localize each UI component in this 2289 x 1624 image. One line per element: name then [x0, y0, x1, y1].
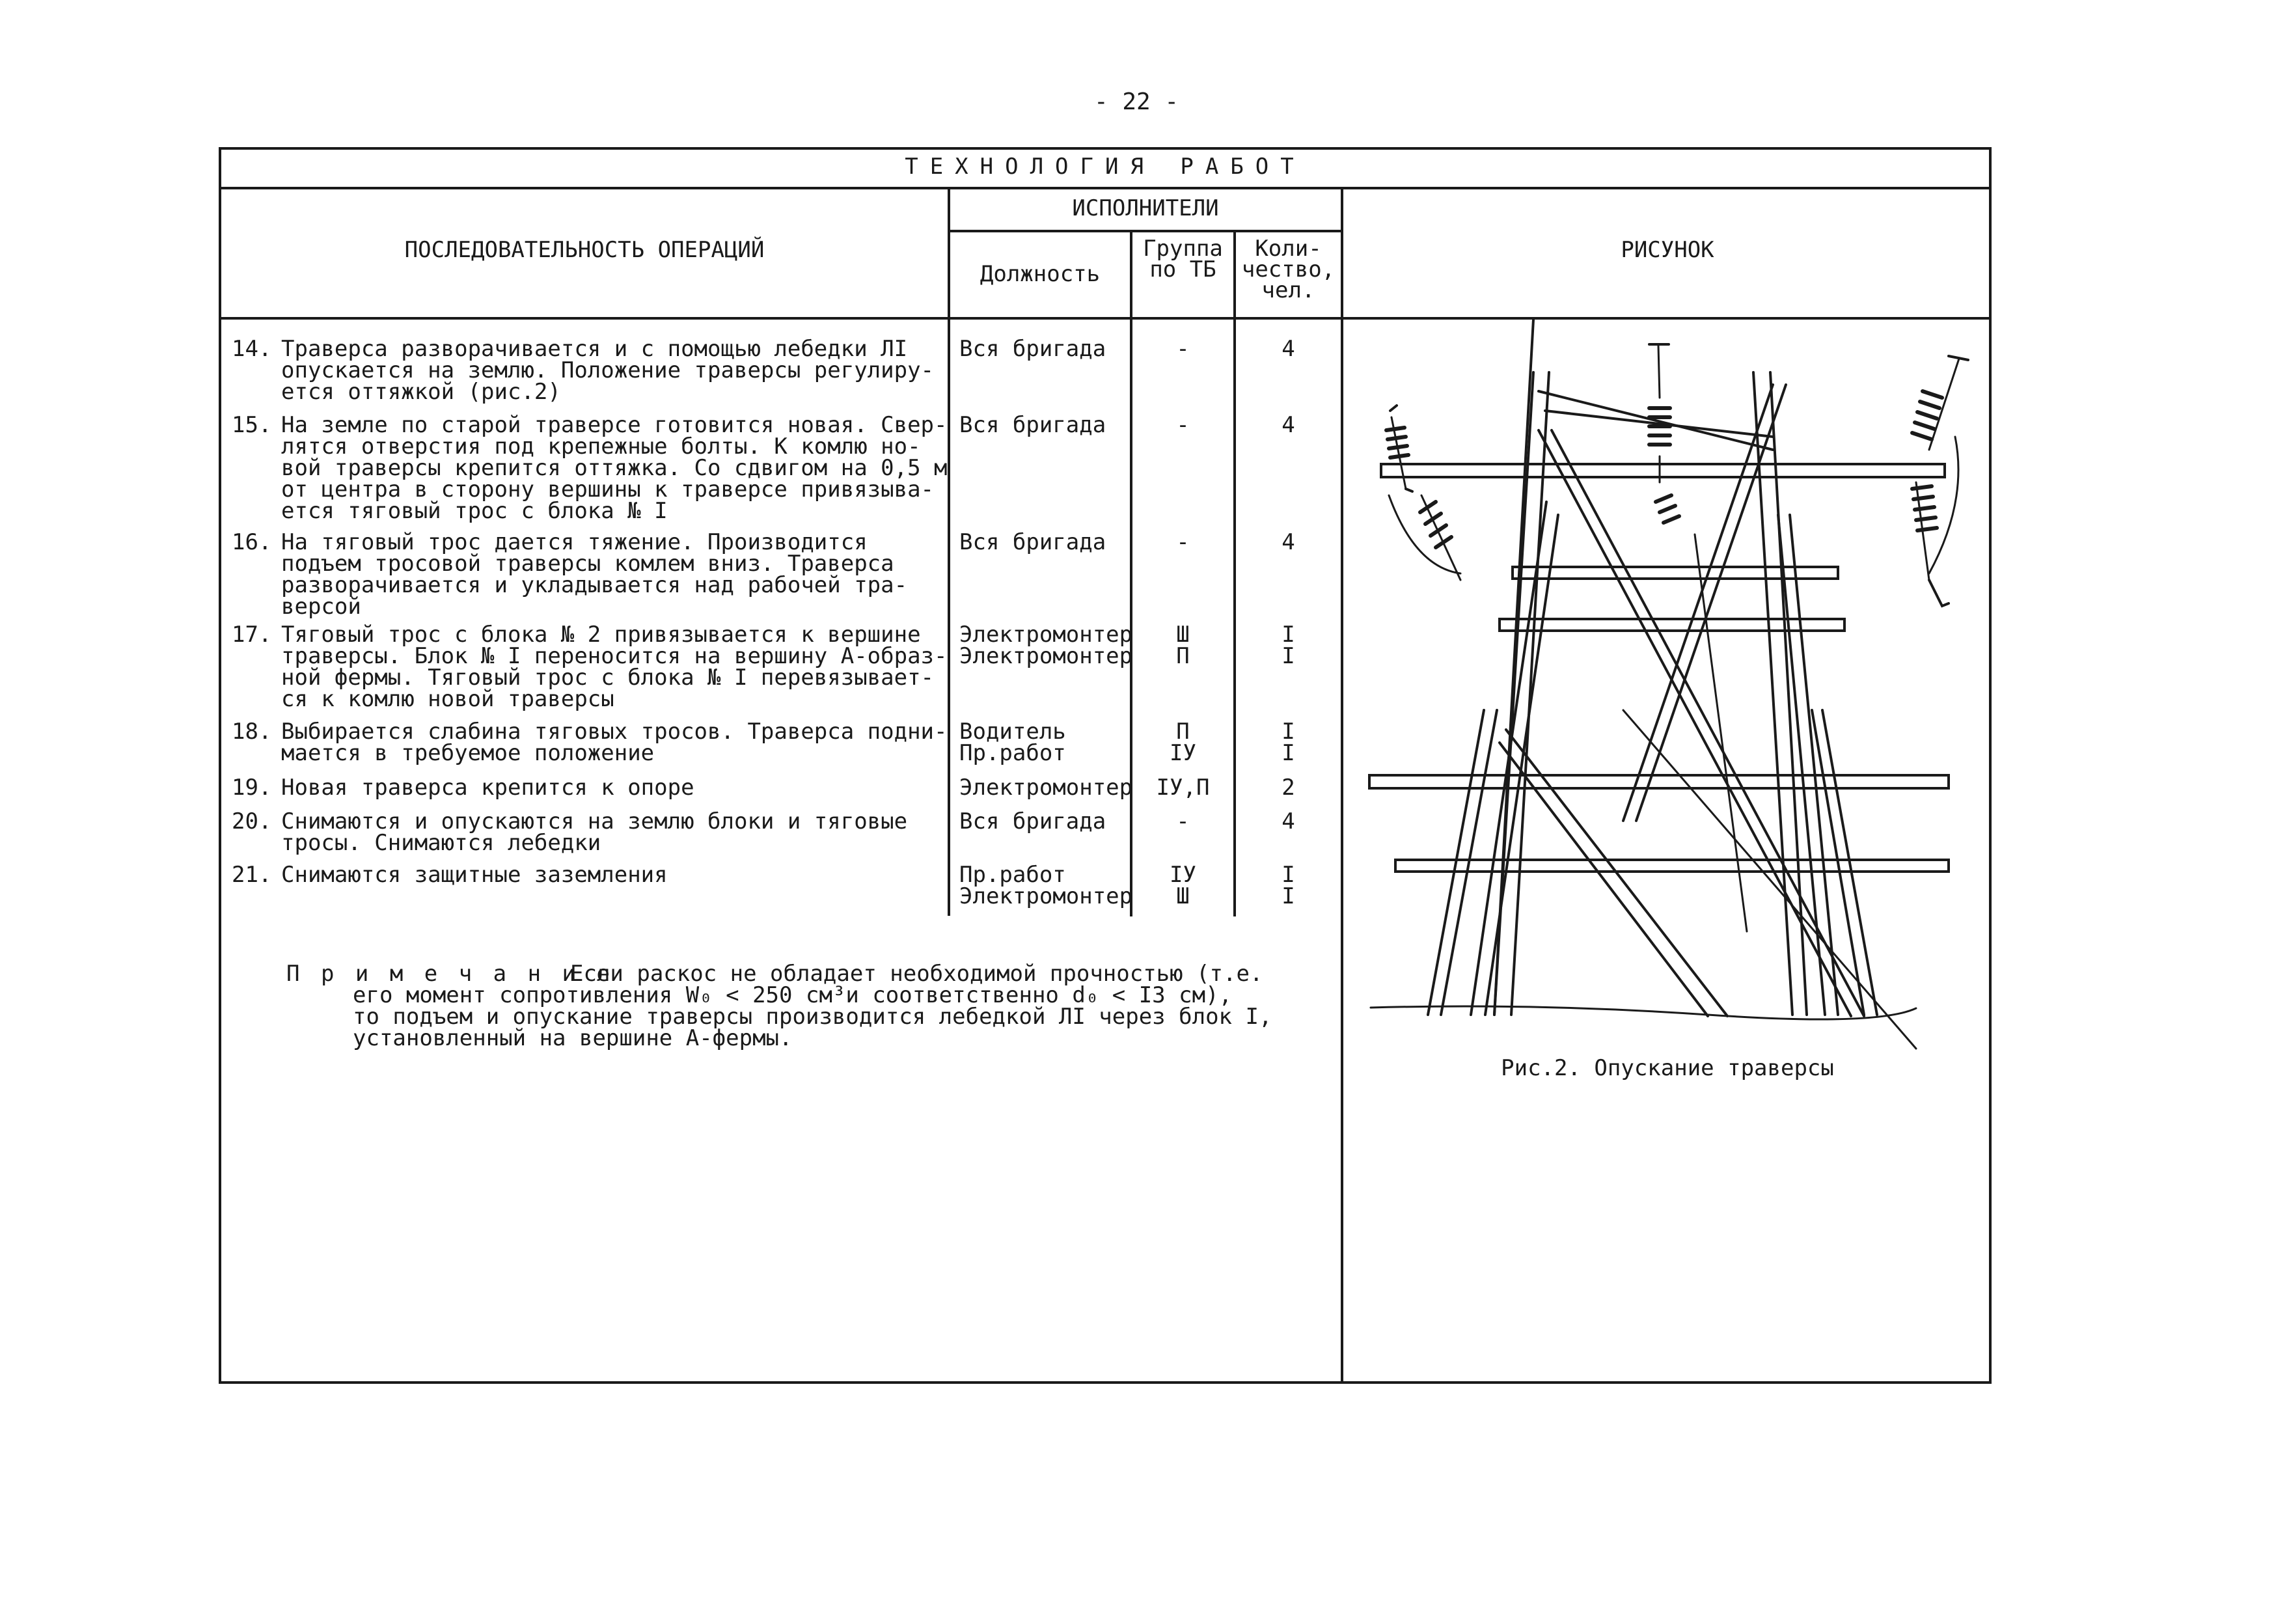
row-15-position: Вся бригада [959, 412, 1106, 438]
row-20-position: Вся бригада [959, 808, 1106, 834]
header-figure: РИСУНОК [1621, 237, 1714, 263]
header-operations: ПОСЛЕДОВАТЕЛЬНОСТЬ ОПЕРАЦИЙ [404, 237, 765, 263]
row-17-number: 17. [232, 622, 272, 648]
row-20-operation: Снимаются и опускаются на землю блоки и тяговые тросы. Снимаются лебедки [281, 808, 908, 856]
row-21-number: 21. [232, 862, 272, 888]
row-19-group: IУ,П [1156, 775, 1210, 801]
row-18-count: I I [1282, 719, 1295, 766]
crossarm-lowering-illustration [1343, 320, 1992, 1075]
performers-divider [948, 230, 1341, 232]
row-17-position: Электромонтер Электромонтер [959, 622, 1133, 669]
row-14-group: - [1176, 336, 1190, 362]
row-16-group: - [1176, 529, 1190, 555]
lower-crossarm [1369, 775, 1949, 788]
row-16-number: 16. [232, 529, 272, 555]
left-insulator-icon [1386, 406, 1460, 580]
title-row-divider [219, 187, 1992, 189]
ground-line [1371, 1006, 1916, 1019]
row-21-operation: Снимаются защитные заземления [281, 862, 668, 888]
figure-caption: Рис.2. Опускание траверсы [1501, 1055, 1834, 1081]
row-19-number: 19. [232, 775, 272, 801]
row-15-operation: На земле по старой траверсе готовится новая. Свер- лятся отверстия под крепежные болты. К комлю но- вой траверсы крепится оттяжка. Со сдвигом на 0,5 м от центра в сторону вершины к траверсе привязыва- ется тяговый трос с блока № I [281, 412, 948, 524]
row-15-group: - [1176, 412, 1190, 438]
row-20-count: 4 [1282, 808, 1295, 834]
row-21-position: Пр.работ Электромонтер [959, 862, 1133, 909]
page-number: - 22 - [1093, 89, 1179, 115]
row-19-operation: Новая траверса крепится к опоре [281, 775, 694, 801]
note-line-2: его момент сопротивления W₀ < 250 см³и соответственно d₀ < I3 см), [353, 982, 1233, 1008]
row-20-number: 20. [232, 808, 272, 834]
row-18-number: 18. [232, 719, 272, 745]
row-14-operation: Траверса разворачивается и с помощью лебедки ЛI опускается на землю. Положение траверсы регулиру- ется оттяжкой (рис.2) [281, 336, 935, 405]
upper-crossarm [1381, 464, 1945, 477]
row-21-group: IУ Ш [1170, 862, 1196, 909]
row-16-operation: На тяговый трос дается тяжение. Производится подъем тросовой траверсы комлем вниз. Траверса разворачивается и укладывается над рабочей тра- версой [281, 529, 908, 620]
row-18-group: П IУ [1170, 719, 1196, 766]
row-16-count: 4 [1282, 529, 1295, 555]
note-label: П р и м е ч а н и е [286, 961, 614, 987]
header-performers: ИСПОЛНИТЕЛИ [1072, 195, 1219, 221]
row-21-count: I I [1282, 862, 1295, 909]
bottom-crossarm [1395, 860, 1949, 872]
row-17-operation: Тяговый трос с блока № 2 привязывается к вершине траверсы. Блок № I переносится на вершину А-образ- ной фермы. Тяговый трос с блока № I перевязывает- ся к комлю новой траверсы [281, 622, 948, 712]
row-15-count: 4 [1282, 412, 1295, 438]
note-line-1: Если раскос не обладает необходимой прочностью (т.е. [570, 961, 1263, 987]
row-14-count: 4 [1282, 336, 1295, 362]
row-18-position: Водитель Пр.работ [959, 719, 1066, 766]
header-group: Группа по ТБ [1143, 236, 1223, 282]
row-16-position: Вся бригада [959, 529, 1106, 555]
col-divider-operations [948, 187, 950, 916]
note-line-4: установленный на вершине А-фермы. [353, 1025, 793, 1051]
center-insulator-icon [1649, 344, 1679, 523]
row-17-count: I I [1282, 622, 1295, 669]
row-19-position: Электромонтер [959, 775, 1133, 801]
row-19-count: 2 [1282, 775, 1295, 801]
row-15-number: 15. [232, 412, 272, 438]
row-20-group: - [1176, 808, 1190, 834]
header-count: Коли- чество, чел. [1241, 236, 1336, 303]
row-14-position: Вся бригада [959, 336, 1106, 362]
row-18-operation: Выбирается слабина тяговых тросов. Траверса подни- мается в требуемое положение [281, 719, 948, 766]
note-line-3: то подъем и опускание траверсы производится лебедкой ЛI через блок I, [353, 1004, 1272, 1030]
row-14-number: 14. [232, 336, 272, 362]
header-position: Должность [980, 261, 1101, 287]
right-insulator-icon [1912, 356, 1968, 606]
table-title: ТЕХНОЛОГИЯ РАБОТ [905, 154, 1306, 180]
row-17-group: Ш П [1176, 622, 1190, 669]
